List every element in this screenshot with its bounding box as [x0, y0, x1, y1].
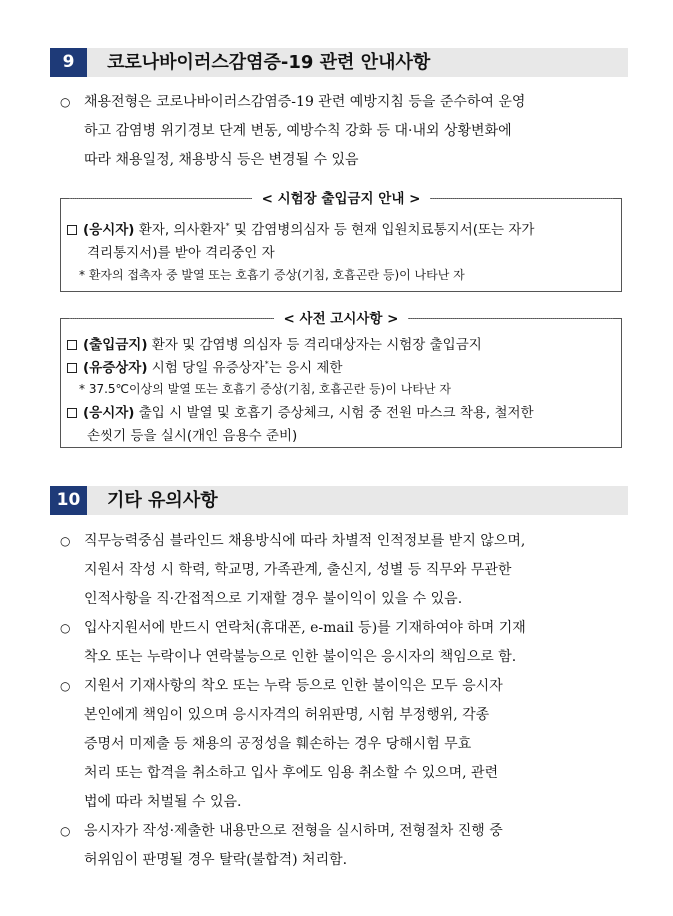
section-9-header — [50, 48, 628, 77]
box-item: (유증상자) 시험 당일 유증상자*는 응시 제한 — [67, 356, 343, 376]
paragraph-line: 법에 따라 처벌될 수 있음. — [84, 794, 242, 810]
list-item — [60, 527, 632, 614]
list-item — [60, 88, 630, 175]
checkbox-square-icon — [67, 225, 77, 235]
paragraph-line: 허위임이 판명될 경우 탈락(불합격) 처리함. — [84, 852, 348, 868]
bullet-circle: ○ — [60, 534, 71, 548]
box-item: (출입금지) 환자 및 감염병 의심자 등 격리대상자는 시험장 출입금지 — [67, 333, 482, 353]
box-heading: < 시험장 출입금지 안내 > — [69, 188, 613, 208]
box-item: (응시자) 환자, 의사환자* 및 감염병의심자 등 현재 입원치료통지서(또는 자가 — [67, 218, 534, 238]
checkbox-square-icon — [67, 340, 77, 350]
paragraph-line: 입사지원서에 반드시 연락처(휴대폰, e-mail 등)를 기재하여야 하며 기재 — [84, 620, 526, 636]
section-number-badge: 9 — [50, 48, 87, 77]
checkbox-square-icon — [67, 408, 77, 418]
bullet-circle: ○ — [60, 679, 71, 693]
checkbox-square-icon — [67, 363, 77, 373]
box-item-continuation: 손씻기 등을 실시(개인 음용수 준비) — [87, 428, 298, 444]
bullet-circle: ○ — [60, 621, 71, 635]
box-footnote: * 37.5℃이상의 발열 또는 호흡기 증상(기침, 호흡곤란 등)이 나타난 자 — [79, 382, 451, 396]
list-item — [60, 817, 632, 875]
section-10-list — [60, 527, 632, 875]
section-title: 기타 유의사항 — [107, 490, 218, 511]
section-title: 코로나바이러스감염증-19 관련 안내사항 — [107, 52, 431, 73]
paragraph-line: 처리 또는 합격을 취소하고 입사 후에도 임용 취소할 수 있으며, 관련 — [84, 765, 499, 781]
paragraph-line: 착오 또는 누락이나 연락불능으로 인한 불이익은 응시자의 책임으로 함. — [84, 649, 517, 665]
exam-entry-ban-box — [60, 191, 622, 292]
paragraph-line: 증명서 미제출 등 채용의 공정성을 훼손하는 경우 당해시험 무효 — [84, 736, 472, 752]
section-number-badge: 10 — [50, 486, 87, 515]
paragraph-line: 응시자가 작성·제출한 내용만으로 전형을 실시하며, 전형절차 진행 중 — [84, 823, 503, 839]
box-item: (응시자) 출입 시 발열 및 호흡기 증상체크, 시험 중 전원 마스크 착용, 철저한 — [67, 401, 534, 421]
list-item — [60, 614, 632, 672]
paragraph-line: 지원서 기재사항의 착오 또는 누락 등으로 인한 불이익은 모두 응시자 — [84, 678, 503, 694]
paragraph-line: 하고 감염병 위기경보 단계 변동, 예방수칙 강화 등 대·내외 상황변화에 — [84, 123, 512, 139]
list-item — [60, 672, 632, 817]
paragraph-line: 인적사항을 직·간접적으로 기재할 경우 불이익이 있을 수 있음. — [84, 591, 463, 607]
paragraph-line: 지원서 작성 시 학력, 학교명, 가족관계, 출신지, 성별 등 직무와 무관한 — [84, 562, 512, 578]
bullet-circle: ○ — [60, 95, 71, 109]
paragraph-line: 따라 채용일정, 채용방식 등은 변경될 수 있음 — [84, 152, 359, 168]
box-item-continuation: 격리통지서)를 받아 격리중인 자 — [87, 245, 275, 261]
bullet-circle: ○ — [60, 824, 71, 838]
box-heading: < 사전 고시사항 > — [69, 308, 613, 328]
paragraph-line: 채용전형은 코로나바이러스감염증-19 관련 예방지침 등을 준수하여 운영 — [84, 94, 526, 110]
paragraph-line: 직무능력중심 블라인드 채용방식에 따라 차별적 인적정보를 받지 않으며, — [84, 533, 526, 549]
paragraph-line: 본인에게 책임이 있으며 응시자격의 허위판명, 시험 부정행위, 각종 — [84, 707, 490, 723]
section-10-header — [50, 486, 628, 515]
pre-notice-box — [60, 311, 622, 448]
box-footnote: * 환자의 접촉자 중 발열 또는 호흡기 증상(기침, 호흡곤란 등)이 나타난 자 — [79, 268, 465, 282]
section-9-paragraph — [60, 88, 630, 175]
